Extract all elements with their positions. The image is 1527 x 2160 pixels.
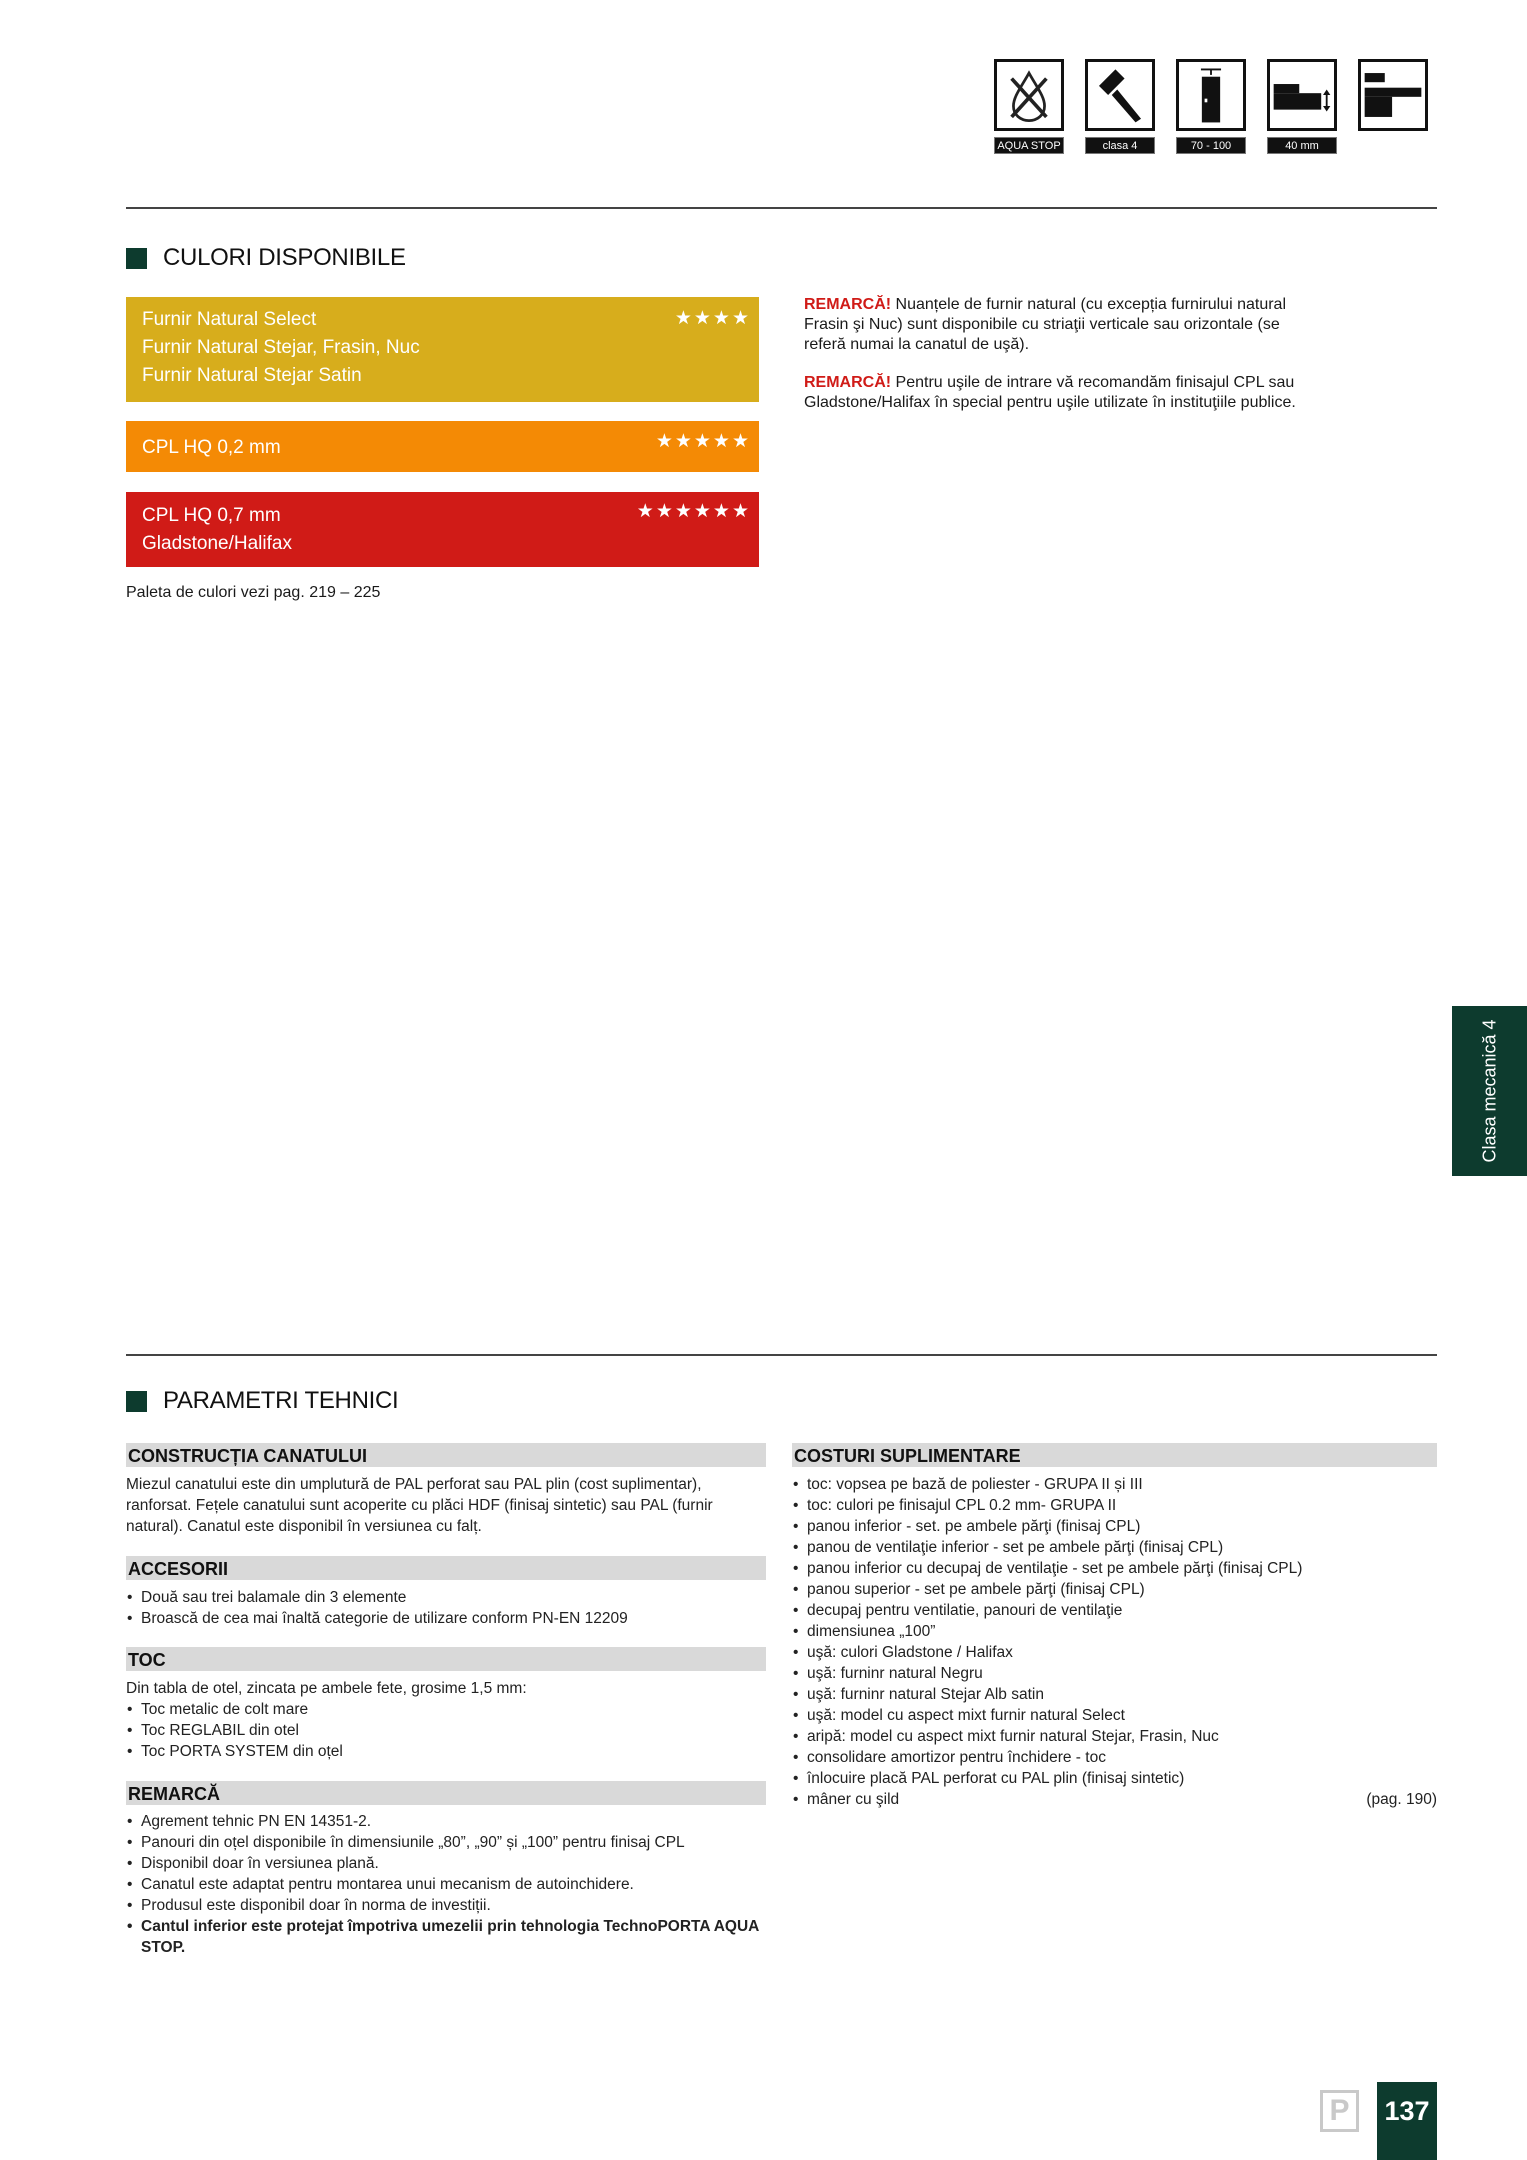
color-bar-line: Gladstone/Halifax (142, 533, 292, 554)
list-item (792, 1789, 1437, 1810)
list-item: • înlocuire placă PAL perforat cu PAL plin (finisaj sintetic) (792, 1768, 1437, 1789)
extra-costs-header: COSTURI SUPLIMENTARE (792, 1443, 1437, 1467)
list-item: • toc: vopsea pe bază de poliester - GRUPA II și III (792, 1474, 1437, 1495)
accessories-list (126, 1587, 766, 1629)
palette-note: Paleta de culori vezi pag. 219 – 225 (126, 584, 381, 601)
params-section-title: PARAMETRI TEHNICI (163, 1387, 399, 1414)
side-tab-label: Clasa mecanică 4 (1479, 1019, 1499, 1163)
color-bar-line: Furnir Natural Select (142, 309, 317, 330)
star-rating: ★★★★★★ (636, 501, 751, 522)
color-bar-cpl-07 (126, 492, 759, 567)
remark-label: REMARCĂ! (804, 296, 892, 313)
star-rating: ★★★★ (674, 308, 751, 329)
section-marker (126, 1391, 147, 1412)
list-item: • Toc REGLABIL din otel (126, 1720, 766, 1741)
list-item: • Cantul inferior este protejat împotriva umezelii prin tehnologia TechnoPORTA AQUA STOP. (126, 1916, 766, 1958)
aqua-stop-icon (994, 59, 1064, 131)
aqua-stop-caption: AQUA STOP (994, 137, 1064, 154)
remark-veneer (804, 295, 1324, 355)
middle-divider (126, 1354, 1437, 1356)
page-reference: (pag. 190) (1366, 1791, 1437, 1808)
list-item: • panou de ventilaţie inferior - set pe ambele părţi (finisaj CPL) (792, 1537, 1437, 1558)
list-item: • panou superior - set pe ambele părţi (finisaj CPL) (792, 1579, 1437, 1600)
class-caption: clasa 4 (1085, 137, 1155, 154)
list-item: • uşă: culori Gladstone / Halifax (792, 1642, 1437, 1663)
remark-label: REMARCĂ! (804, 374, 892, 391)
door-edge-measure-icon (1267, 59, 1337, 131)
list-item: • Produsul este disponibil doar în norma de investiții. (126, 1895, 766, 1916)
remark-entrance-doors (804, 373, 1324, 413)
list-item: • Toc metalic de colt mare (126, 1699, 766, 1720)
list-item: • Toc PORTA SYSTEM din oțel (126, 1741, 766, 1762)
list-item: • Disponibil doar în versiunea plană. (126, 1853, 766, 1874)
list-item: • Două sau trei balamale din 3 elemente (126, 1587, 766, 1608)
list-item: • consolidare amortizor pentru închidere - toc (792, 1747, 1437, 1768)
list-item: • uşă: model cu aspect mixt furnir natural Select (792, 1705, 1437, 1726)
color-bar-line: CPL HQ 0,2 mm (142, 437, 281, 458)
colors-section-title: CULORI DISPONIBILE (163, 244, 406, 271)
top-divider (126, 207, 1437, 209)
section-side-tab (1452, 1006, 1527, 1176)
remark-list (126, 1811, 766, 1958)
edge-caption: 40 mm (1267, 137, 1337, 154)
list-item: • decupaj pentru ventilatie, panouri de ventilaţie (792, 1600, 1437, 1621)
list-item: • panou inferior cu decupaj de ventilaţie - set pe ambele părţi (finisaj CPL) (792, 1558, 1437, 1579)
extra-costs-list (792, 1474, 1437, 1810)
page-number: 137 (1377, 2082, 1437, 2160)
list-item: • uşă: furninr natural Stejar Alb satin (792, 1684, 1437, 1705)
door-thickness-icon (1176, 59, 1246, 131)
star-rating: ★★★★★ (655, 431, 751, 452)
list-item: • Canatul este adaptat pentru montarea unui mecanism de autoinchidere. (126, 1874, 766, 1895)
color-bar-line: Furnir Natural Stejar, Frasin, Nuc (142, 337, 420, 358)
construction-text: Miezul canatului este din umplutură de PAL perforat sau PAL plin (cost suplimentar), ranforsat. Fețele canatului sunt acoperite cu plăci HDF (finisaj sintetic) sau PAL (furnir natural). Canatul este disponibil în versiunea cu falț. (126, 1476, 713, 1535)
construction-header: CONSTRUCȚIA CANATULUI (126, 1443, 766, 1467)
thickness-caption: 70 - 100 (1176, 137, 1246, 154)
frame-header: TOC (126, 1647, 766, 1671)
frame-list (126, 1699, 766, 1762)
color-bar-cpl-02 (126, 421, 759, 472)
color-bar-line: CPL HQ 0,7 mm (142, 505, 281, 526)
section-marker (126, 248, 147, 269)
list-item: • Agrement tehnic PN EN 14351-2. (126, 1811, 766, 1832)
brand-logo-icon: P (1320, 2090, 1359, 2132)
remark-header: REMARCĂ (126, 1781, 766, 1805)
list-item: • dimensiunea „100” (792, 1621, 1437, 1642)
color-bar-line: Furnir Natural Stejar Satin (142, 365, 362, 386)
list-item: • panou inferior - set. pe ambele părţi (finisaj CPL) (792, 1516, 1437, 1537)
frame-intro: Din tabla de otel, zincata pe ambele fete, grosime 1,5 mm: (126, 1680, 527, 1697)
list-item: • Panouri din oțel disponibile în dimensiunile „80”, „90” și „100” pentru finisaj CPL (126, 1832, 766, 1853)
accessories-header: ACCESORII (126, 1556, 766, 1580)
list-item-text: mâner cu şild (807, 1791, 900, 1808)
list-item: • Broască de cea mai înaltă categorie de utilizare conform PN-EN 12209 (126, 1608, 766, 1629)
color-bar-veneer (126, 297, 759, 402)
list-item: • uşă: furninr natural Negru (792, 1663, 1437, 1684)
list-item: • toc: culori pe finisajul CPL 0.2 mm- GRUPA II (792, 1495, 1437, 1516)
remark-text: Nuanțele de furnir natural (cu excepția furnirului natural Frasin şi Nuc) sunt disponibile cu striaţii verticale sau orizontale (se referă numai la canatul de uşă). (804, 296, 1286, 353)
remark-text: Pentru uşile de intrare vă recomandăm finisajul CPL sau Gladstone/Halifax în special pentru uşile utilizate în instituţiile publice. (804, 374, 1296, 411)
door-profile-icon (1358, 59, 1428, 131)
list-item: • aripă: model cu aspect mixt furnir natural Stejar, Frasin, Nuc (792, 1726, 1437, 1747)
hammer-icon (1085, 59, 1155, 131)
